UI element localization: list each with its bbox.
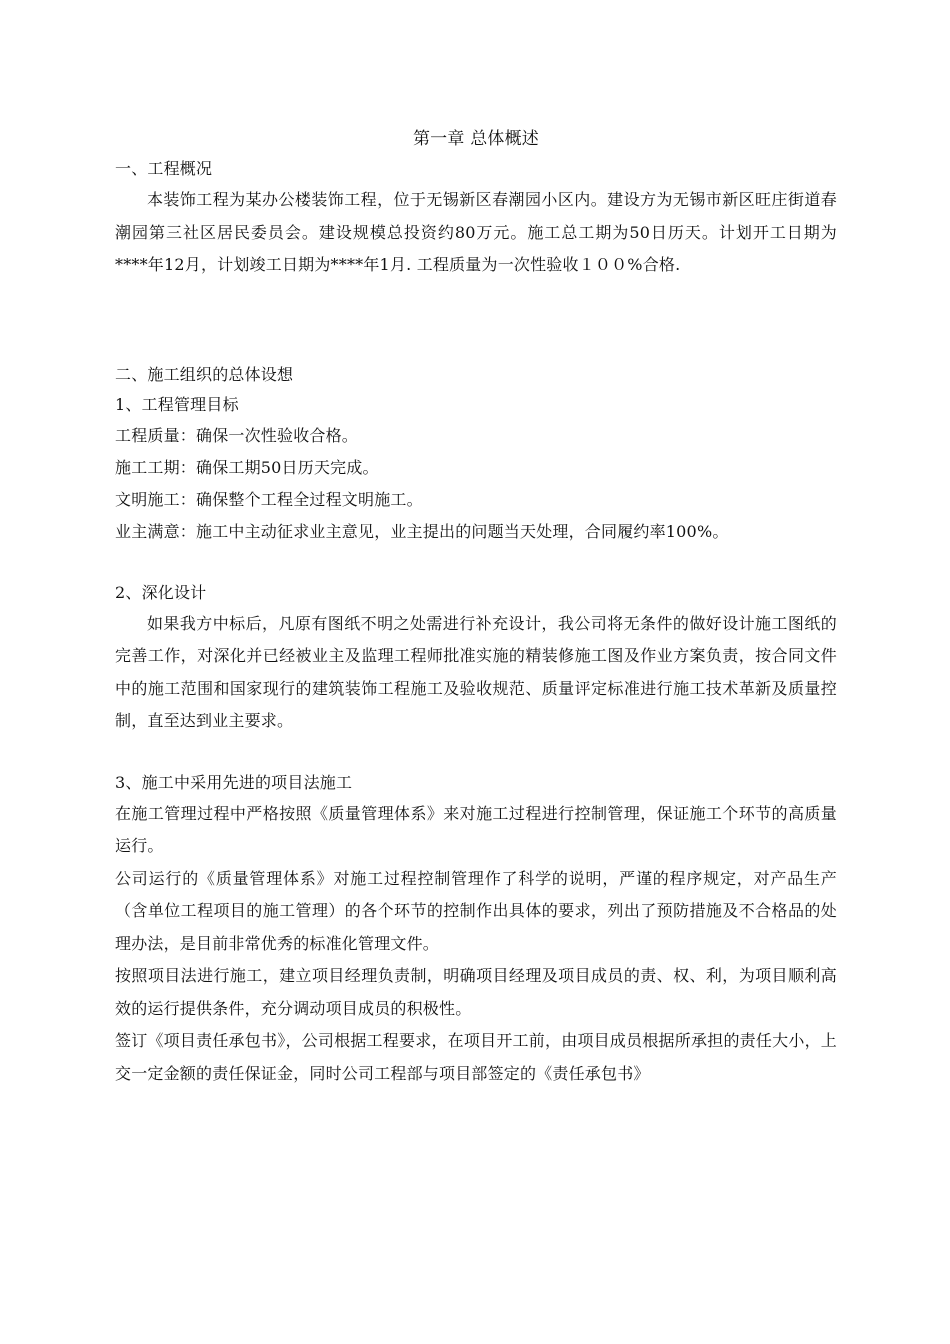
section-1-heading: 一、工程概况 [115, 159, 213, 178]
goal-item-schedule: 施工工期：确保工期50日历天完成。 [115, 457, 379, 477]
subsection-1-heading: 1、工程管理目标 [115, 394, 239, 414]
subsection-3-paragraph-3: 按照项目法进行施工，建立项目经理负责制，明确项目经理及项目成员的责、权、利，为项目顺利高效的运行提供条件，充分调动项目成员的积极性。 [115, 966, 837, 1018]
spacer [115, 738, 837, 768]
subsection-3-paragraph-2: 公司运行的《质量管理体系》对施工过程控制管理作了科学的说明，严谨的程序规定，对产品生产（含单位工程项目的施工管理）的各个环节的控制作出具体的要求，列出了预防措施及不合格品的处理办法，是目前非常优秀的标准化管理文件。 [115, 868, 837, 953]
section-2-heading: 二、施工组织的总体设想 [115, 364, 294, 384]
goal-item-satisfaction: 业主满意：施工中主动征求业主意见，业主提出的问题当天处理，合同履约率100%。 [115, 521, 729, 541]
chapter-title: 第一章 总体概述 [412, 129, 539, 149]
subsection-3-paragraph-4: 签订《项目责任承包书》，公司根据工程要求，在项目开工前，由项目成员根据所承担的责任大小，上交一定金额的责任保证金，同时公司工程部与项目部签定的《责任承包书》 [115, 1031, 837, 1083]
spacer [115, 548, 837, 578]
goal-item-civilized: 文明施工：确保整个工程全过程文明施工。 [115, 489, 423, 509]
subsection-2-heading: 2、深化设计 [115, 582, 207, 602]
section-1-paragraph: 本装饰工程为某办公楼装饰工程，位于无锡新区春潮园小区内。建设方为无锡市新区旺庄街道春潮园第三社区居民委员会。建设规模总投资约80万元。施工总工期为50日历天。计划开工日期为****年12月，计划竣工日期为****年1月. 工程质量为一次性验收１００%合格. [115, 190, 837, 274]
goal-item-quality: 工程质量：确保一次性验收合格。 [115, 425, 359, 445]
document-body [115, 124, 837, 1090]
subsection-3-heading: 3、施工中采用先进的项目法施工 [115, 772, 353, 792]
subsection-3-paragraph-1: 在施工管理过程中严格按照《质量管理体系》来对施工过程进行控制管理，保证施工个环节的高质量运行。 [115, 803, 837, 855]
subsection-2-paragraph: 如果我方中标后，凡原有图纸不明之处需进行补充设计，我公司将无条件的做好设计施工图纸的完善工作，对深化并已经被业主及监理工程师批准实施的精装修施工图及作业方案负责，按合同文件中的施工范围和国家现行的建筑装饰工程施工及验收规范、质量评定标准进行施工技术革新及质量控制，直至达到业主要求。 [115, 613, 837, 730]
spacer [115, 282, 837, 360]
